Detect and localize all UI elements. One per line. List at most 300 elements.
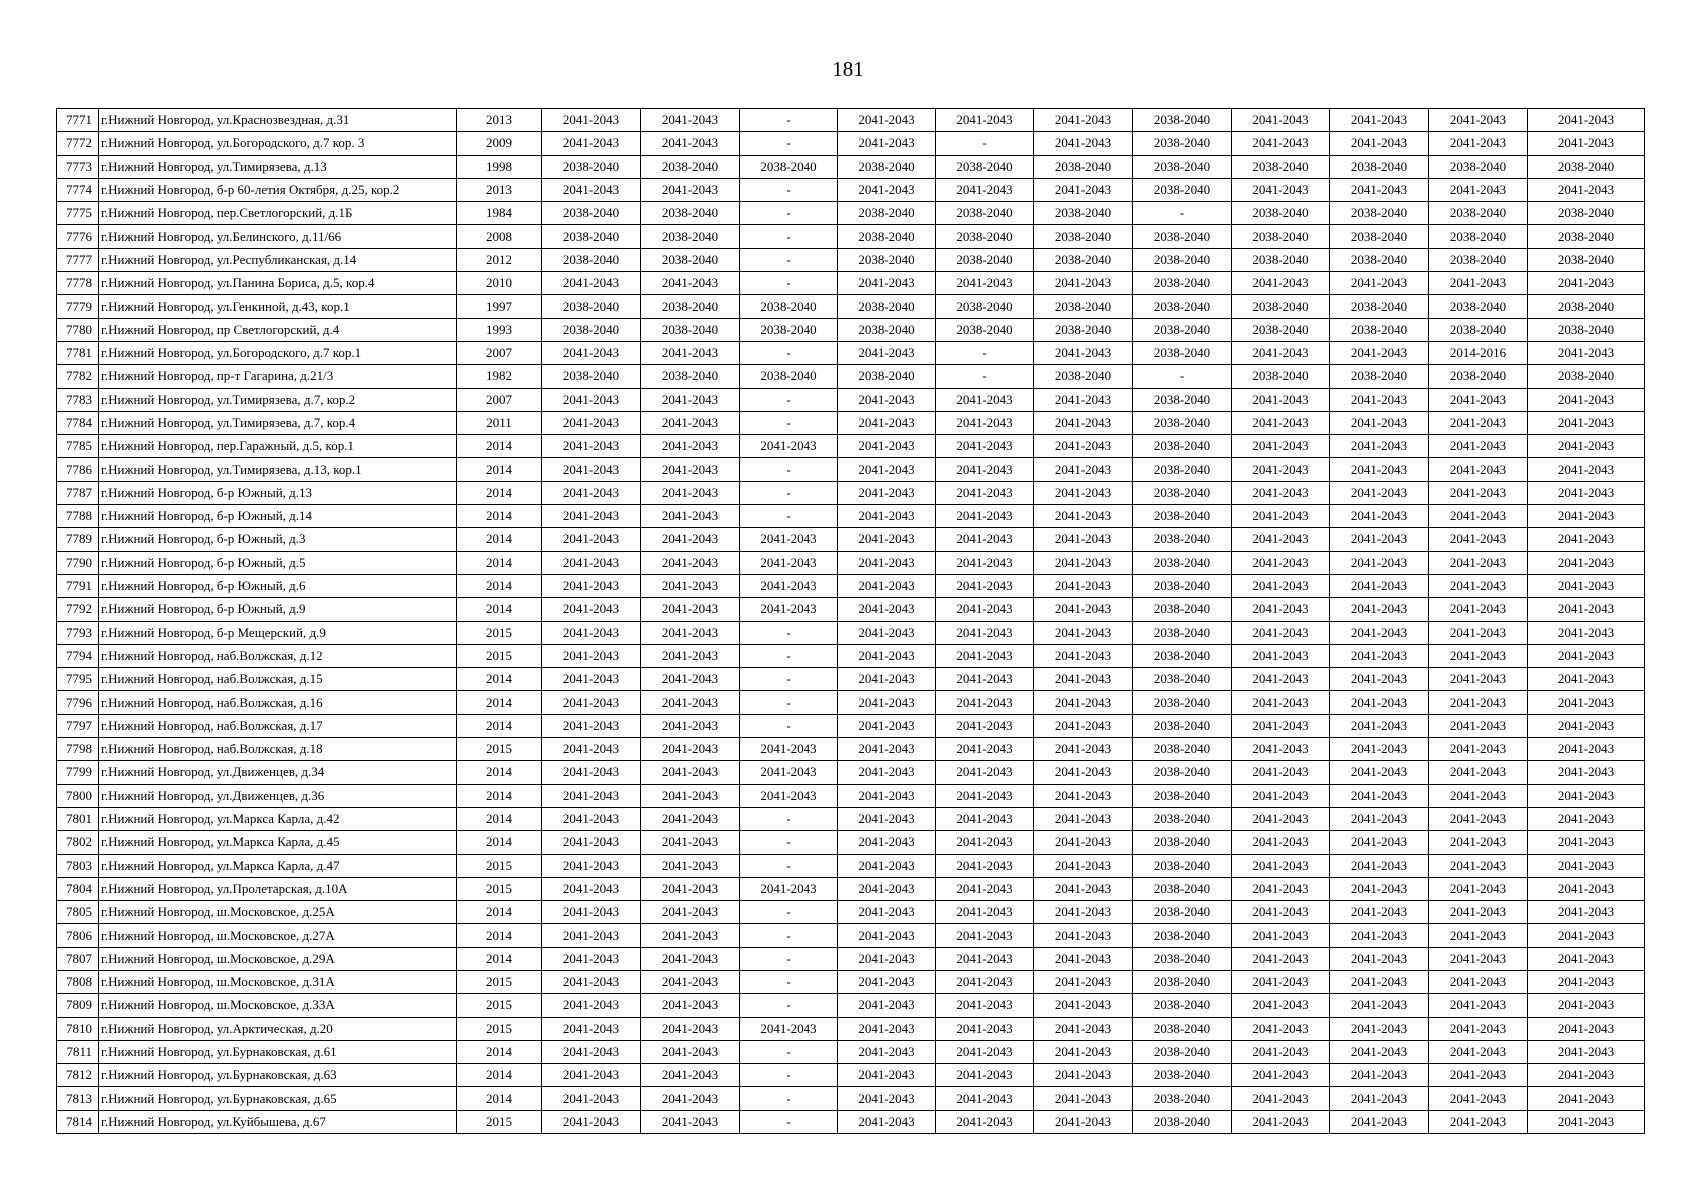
cell-col-12: 2041-2043 (1330, 1110, 1429, 1133)
cell-address: г.Нижний Новгород, б-р Южный, д.6 (99, 574, 457, 597)
cell-col-6: - (740, 691, 838, 714)
table-row (57, 411, 1645, 434)
cell-col-11: 2041-2043 (1232, 598, 1330, 621)
cell-col-12: 2041-2043 (1330, 924, 1429, 947)
cell-col-10: 2038-2040 (1133, 272, 1232, 295)
cell-col-10: 2038-2040 (1133, 738, 1232, 761)
cell-col-9: 2038-2040 (1034, 202, 1133, 225)
cell-col-9: 2041-2043 (1034, 854, 1133, 877)
cell-col-12: 2041-2043 (1330, 435, 1429, 458)
cell-col-5: 2041-2043 (641, 341, 740, 364)
cell-col-7: 2041-2043 (838, 761, 936, 784)
cell-year-built: 2014 (457, 761, 542, 784)
cell-row-number: 7781 (57, 341, 99, 364)
cell-col-14: 2041-2043 (1528, 458, 1645, 481)
cell-col-8: 2041-2043 (936, 644, 1034, 667)
cell-col-8: 2041-2043 (936, 528, 1034, 551)
table-row (57, 807, 1645, 830)
cell-year-built: 2015 (457, 877, 542, 900)
cell-address: г.Нижний Новгород, ул.Республиканская, д.14 (99, 248, 457, 271)
cell-col-10: 2038-2040 (1133, 668, 1232, 691)
cell-col-12: 2041-2043 (1330, 178, 1429, 201)
cell-col-13: 2041-2043 (1429, 970, 1528, 993)
cell-col-9: 2041-2043 (1034, 738, 1133, 761)
cell-col-11: 2041-2043 (1232, 341, 1330, 364)
cell-year-built: 2014 (457, 807, 542, 830)
cell-col-7: 2041-2043 (838, 505, 936, 528)
cell-col-6: - (740, 644, 838, 667)
cell-col-6: - (740, 132, 838, 155)
cell-col-11: 2041-2043 (1232, 1087, 1330, 1110)
table-row (57, 202, 1645, 225)
cell-col-9: 2038-2040 (1034, 318, 1133, 341)
cell-col-7: 2041-2043 (838, 807, 936, 830)
cell-col-13: 2041-2043 (1429, 668, 1528, 691)
cell-year-built: 1993 (457, 318, 542, 341)
cell-address: г.Нижний Новгород, наб.Волжская, д.17 (99, 714, 457, 737)
cell-col-9: 2041-2043 (1034, 109, 1133, 132)
cell-col-13: 2041-2043 (1429, 738, 1528, 761)
cell-col-7: 2038-2040 (838, 318, 936, 341)
cell-col-6: - (740, 341, 838, 364)
cell-col-8: 2041-2043 (936, 784, 1034, 807)
cell-col-10: 2038-2040 (1133, 877, 1232, 900)
cell-col-14: 2041-2043 (1528, 388, 1645, 411)
cell-col-4: 2041-2043 (542, 970, 641, 993)
cell-col-12: 2038-2040 (1330, 318, 1429, 341)
cell-col-9: 2038-2040 (1034, 225, 1133, 248)
cell-col-14: 2041-2043 (1528, 784, 1645, 807)
cell-col-4: 2038-2040 (542, 248, 641, 271)
cell-col-6: 2041-2043 (740, 761, 838, 784)
cell-col-6: - (740, 109, 838, 132)
cell-col-13: 2038-2040 (1429, 202, 1528, 225)
cell-col-4: 2041-2043 (542, 877, 641, 900)
cell-col-10: 2038-2040 (1133, 807, 1232, 830)
cell-col-12: 2041-2043 (1330, 411, 1429, 434)
cell-col-5: 2041-2043 (641, 481, 740, 504)
cell-row-number: 7777 (57, 248, 99, 271)
cell-col-12: 2038-2040 (1330, 365, 1429, 388)
cell-col-10: 2038-2040 (1133, 1087, 1232, 1110)
cell-address: г.Нижний Новгород, пер.Гаражный, д.5, кор.1 (99, 435, 457, 458)
cell-year-built: 2015 (457, 854, 542, 877)
cell-col-11: 2041-2043 (1232, 714, 1330, 737)
cell-col-5: 2041-2043 (641, 644, 740, 667)
table-row (57, 574, 1645, 597)
cell-col-13: 2041-2043 (1429, 458, 1528, 481)
cell-col-6: 2038-2040 (740, 365, 838, 388)
cell-col-10: 2038-2040 (1133, 947, 1232, 970)
cell-address: г.Нижний Новгород, ш.Московское, д.25А (99, 901, 457, 924)
cell-col-6: - (740, 1064, 838, 1087)
cell-row-number: 7774 (57, 178, 99, 201)
cell-row-number: 7811 (57, 1040, 99, 1063)
cell-col-12: 2041-2043 (1330, 691, 1429, 714)
table-row (57, 1040, 1645, 1063)
cell-col-4: 2038-2040 (542, 202, 641, 225)
cell-col-7: 2041-2043 (838, 132, 936, 155)
cell-col-6: - (740, 901, 838, 924)
table-row (57, 272, 1645, 295)
cell-col-11: 2041-2043 (1232, 272, 1330, 295)
cell-col-13: 2038-2040 (1429, 225, 1528, 248)
cell-col-14: 2041-2043 (1528, 691, 1645, 714)
cell-col-13: 2041-2043 (1429, 528, 1528, 551)
cell-col-13: 2041-2043 (1429, 551, 1528, 574)
cell-col-8: 2041-2043 (936, 877, 1034, 900)
cell-col-13: 2041-2043 (1429, 644, 1528, 667)
cell-col-4: 2041-2043 (542, 505, 641, 528)
cell-col-5: 2041-2043 (641, 109, 740, 132)
cell-col-11: 2041-2043 (1232, 1110, 1330, 1133)
table-body (57, 109, 1645, 1134)
cell-year-built: 2015 (457, 621, 542, 644)
cell-col-4: 2041-2043 (542, 178, 641, 201)
cell-year-built: 2015 (457, 738, 542, 761)
cell-col-6: - (740, 178, 838, 201)
cell-address: г.Нижний Новгород, ул.Маркса Карла, д.45 (99, 831, 457, 854)
cell-row-number: 7787 (57, 481, 99, 504)
cell-col-11: 2041-2043 (1232, 994, 1330, 1017)
cell-col-5: 2041-2043 (641, 178, 740, 201)
cell-col-11: 2038-2040 (1232, 318, 1330, 341)
cell-col-10: 2038-2040 (1133, 528, 1232, 551)
cell-col-4: 2041-2043 (542, 341, 641, 364)
cell-col-14: 2041-2043 (1528, 924, 1645, 947)
table-row (57, 924, 1645, 947)
cell-col-11: 2041-2043 (1232, 668, 1330, 691)
cell-col-5: 2041-2043 (641, 761, 740, 784)
cell-col-11: 2041-2043 (1232, 1040, 1330, 1063)
cell-col-8: 2041-2043 (936, 668, 1034, 691)
cell-col-5: 2041-2043 (641, 738, 740, 761)
cell-col-10: - (1133, 202, 1232, 225)
table-row (57, 341, 1645, 364)
cell-col-10: 2038-2040 (1133, 901, 1232, 924)
cell-col-6: - (740, 1040, 838, 1063)
cell-col-4: 2041-2043 (542, 1087, 641, 1110)
cell-col-5: 2041-2043 (641, 877, 740, 900)
cell-col-9: 2041-2043 (1034, 970, 1133, 993)
cell-col-10: 2038-2040 (1133, 458, 1232, 481)
cell-col-9: 2041-2043 (1034, 644, 1133, 667)
cell-col-8: 2041-2043 (936, 924, 1034, 947)
table-row (57, 505, 1645, 528)
cell-row-number: 7807 (57, 947, 99, 970)
cell-col-11: 2041-2043 (1232, 1064, 1330, 1087)
cell-year-built: 2008 (457, 225, 542, 248)
cell-col-13: 2041-2043 (1429, 574, 1528, 597)
cell-col-10: 2038-2040 (1133, 109, 1232, 132)
cell-row-number: 7782 (57, 365, 99, 388)
cell-col-6: - (740, 854, 838, 877)
cell-address: г.Нижний Новгород, ул.Краснозвездная, д.31 (99, 109, 457, 132)
cell-col-6: - (740, 272, 838, 295)
cell-col-8: 2038-2040 (936, 318, 1034, 341)
cell-col-11: 2041-2043 (1232, 574, 1330, 597)
cell-col-4: 2041-2043 (542, 528, 641, 551)
table-row (57, 1017, 1645, 1040)
cell-row-number: 7794 (57, 644, 99, 667)
cell-col-9: 2041-2043 (1034, 272, 1133, 295)
cell-col-14: 2041-2043 (1528, 621, 1645, 644)
cell-address: г.Нижний Новгород, ш.Московское, д.27А (99, 924, 457, 947)
cell-col-9: 2041-2043 (1034, 132, 1133, 155)
cell-col-14: 2041-2043 (1528, 435, 1645, 458)
cell-col-12: 2041-2043 (1330, 272, 1429, 295)
cell-address: г.Нижний Новгород, б-р Южный, д.3 (99, 528, 457, 551)
cell-year-built: 2014 (457, 505, 542, 528)
cell-col-14: 2038-2040 (1528, 202, 1645, 225)
cell-col-13: 2041-2043 (1429, 132, 1528, 155)
cell-col-8: 2041-2043 (936, 854, 1034, 877)
cell-year-built: 2014 (457, 481, 542, 504)
cell-row-number: 7814 (57, 1110, 99, 1133)
cell-col-8: 2041-2043 (936, 551, 1034, 574)
cell-col-14: 2041-2043 (1528, 411, 1645, 434)
cell-address: г.Нижний Новгород, ул.Тимирязева, д.7, кор.4 (99, 411, 457, 434)
cell-row-number: 7793 (57, 621, 99, 644)
cell-col-10: 2038-2040 (1133, 435, 1232, 458)
cell-col-7: 2041-2043 (838, 924, 936, 947)
cell-col-10: 2038-2040 (1133, 178, 1232, 201)
cell-col-7: 2038-2040 (838, 202, 936, 225)
cell-row-number: 7778 (57, 272, 99, 295)
cell-col-8: 2038-2040 (936, 155, 1034, 178)
cell-year-built: 2014 (457, 528, 542, 551)
cell-address: г.Нижний Новгород, наб.Волжская, д.18 (99, 738, 457, 761)
cell-col-10: 2038-2040 (1133, 761, 1232, 784)
cell-col-9: 2038-2040 (1034, 295, 1133, 318)
cell-col-8: 2041-2043 (936, 1087, 1034, 1110)
cell-col-5: 2041-2043 (641, 574, 740, 597)
cell-col-7: 2041-2043 (838, 831, 936, 854)
cell-col-7: 2038-2040 (838, 248, 936, 271)
cell-col-5: 2038-2040 (641, 295, 740, 318)
cell-col-10: 2038-2040 (1133, 225, 1232, 248)
cell-col-10: 2038-2040 (1133, 714, 1232, 737)
cell-col-10: 2038-2040 (1133, 505, 1232, 528)
cell-col-12: 2041-2043 (1330, 761, 1429, 784)
cell-row-number: 7780 (57, 318, 99, 341)
cell-col-12: 2041-2043 (1330, 901, 1429, 924)
cell-row-number: 7789 (57, 528, 99, 551)
table-row (57, 994, 1645, 1017)
cell-col-8: 2038-2040 (936, 202, 1034, 225)
cell-col-5: 2041-2043 (641, 411, 740, 434)
cell-row-number: 7808 (57, 970, 99, 993)
cell-col-4: 2041-2043 (542, 272, 641, 295)
cell-col-14: 2041-2043 (1528, 1064, 1645, 1087)
cell-col-14: 2041-2043 (1528, 970, 1645, 993)
cell-col-10: 2038-2040 (1133, 644, 1232, 667)
cell-col-7: 2041-2043 (838, 528, 936, 551)
cell-address: г.Нижний Новгород, б-р 60-летия Октября, д.25, кор.2 (99, 178, 457, 201)
cell-col-4: 2041-2043 (542, 1110, 641, 1133)
cell-row-number: 7775 (57, 202, 99, 225)
cell-address: г.Нижний Новгород, ш.Московское, д.33А (99, 994, 457, 1017)
cell-col-11: 2041-2043 (1232, 132, 1330, 155)
cell-col-14: 2038-2040 (1528, 155, 1645, 178)
cell-col-14: 2041-2043 (1528, 644, 1645, 667)
cell-col-13: 2041-2043 (1429, 435, 1528, 458)
cell-col-12: 2041-2043 (1330, 714, 1429, 737)
cell-col-13: 2041-2043 (1429, 901, 1528, 924)
cell-col-5: 2041-2043 (641, 505, 740, 528)
cell-col-7: 2038-2040 (838, 225, 936, 248)
cell-col-13: 2041-2043 (1429, 784, 1528, 807)
cell-col-4: 2041-2043 (542, 1017, 641, 1040)
cell-col-11: 2041-2043 (1232, 924, 1330, 947)
cell-col-9: 2041-2043 (1034, 341, 1133, 364)
cell-col-12: 2041-2043 (1330, 1017, 1429, 1040)
cell-col-7: 2041-2043 (838, 1064, 936, 1087)
cell-col-8: 2041-2043 (936, 947, 1034, 970)
cell-col-13: 2038-2040 (1429, 365, 1528, 388)
cell-col-7: 2041-2043 (838, 1110, 936, 1133)
cell-col-12: 2041-2043 (1330, 1040, 1429, 1063)
cell-col-8: 2041-2043 (936, 831, 1034, 854)
cell-row-number: 7788 (57, 505, 99, 528)
table-row (57, 109, 1645, 132)
cell-col-12: 2041-2043 (1330, 598, 1429, 621)
cell-col-10: 2038-2040 (1133, 598, 1232, 621)
cell-col-13: 2041-2043 (1429, 994, 1528, 1017)
cell-year-built: 2014 (457, 1087, 542, 1110)
cell-col-4: 2041-2043 (542, 388, 641, 411)
cell-row-number: 7801 (57, 807, 99, 830)
cell-col-5: 2038-2040 (641, 248, 740, 271)
cell-col-14: 2041-2043 (1528, 831, 1645, 854)
cell-row-number: 7784 (57, 411, 99, 434)
cell-col-12: 2041-2043 (1330, 784, 1429, 807)
cell-address: г.Нижний Новгород, ул.Куйбышева, д.67 (99, 1110, 457, 1133)
cell-year-built: 2015 (457, 970, 542, 993)
cell-col-6: - (740, 505, 838, 528)
cell-col-9: 2041-2043 (1034, 1017, 1133, 1040)
cell-col-12: 2041-2043 (1330, 551, 1429, 574)
cell-col-8: 2041-2043 (936, 178, 1034, 201)
cell-col-10: 2038-2040 (1133, 854, 1232, 877)
table-row (57, 551, 1645, 574)
cell-col-7: 2038-2040 (838, 365, 936, 388)
cell-col-10: 2038-2040 (1133, 784, 1232, 807)
cell-col-4: 2041-2043 (542, 458, 641, 481)
cell-col-14: 2041-2043 (1528, 807, 1645, 830)
cell-col-12: 2041-2043 (1330, 574, 1429, 597)
cell-col-13: 2038-2040 (1429, 155, 1528, 178)
cell-col-14: 2041-2043 (1528, 1040, 1645, 1063)
cell-col-12: 2041-2043 (1330, 528, 1429, 551)
cell-col-9: 2041-2043 (1034, 994, 1133, 1017)
cell-col-13: 2041-2043 (1429, 761, 1528, 784)
repair-schedule-table (56, 108, 1645, 1134)
cell-address: г.Нижний Новгород, пр Светлогорский, д.4 (99, 318, 457, 341)
cell-col-14: 2041-2043 (1528, 505, 1645, 528)
cell-year-built: 2015 (457, 994, 542, 1017)
cell-col-10: 2038-2040 (1133, 924, 1232, 947)
cell-col-5: 2041-2043 (641, 691, 740, 714)
cell-col-7: 2038-2040 (838, 295, 936, 318)
cell-col-12: 2041-2043 (1330, 947, 1429, 970)
cell-col-4: 2041-2043 (542, 901, 641, 924)
cell-col-7: 2041-2043 (838, 178, 936, 201)
cell-col-8: 2038-2040 (936, 295, 1034, 318)
cell-col-10: 2038-2040 (1133, 994, 1232, 1017)
cell-col-9: 2041-2043 (1034, 714, 1133, 737)
cell-col-5: 2041-2043 (641, 1064, 740, 1087)
cell-col-14: 2038-2040 (1528, 318, 1645, 341)
cell-col-12: 2041-2043 (1330, 1087, 1429, 1110)
cell-col-7: 2041-2043 (838, 435, 936, 458)
cell-col-8: 2041-2043 (936, 411, 1034, 434)
cell-col-4: 2041-2043 (542, 947, 641, 970)
cell-address: г.Нижний Новгород, б-р Южный, д.13 (99, 481, 457, 504)
cell-col-11: 2041-2043 (1232, 411, 1330, 434)
cell-row-number: 7791 (57, 574, 99, 597)
cell-col-6: 2041-2043 (740, 528, 838, 551)
cell-col-12: 2041-2043 (1330, 481, 1429, 504)
cell-col-11: 2038-2040 (1232, 248, 1330, 271)
cell-col-10: 2038-2040 (1133, 318, 1232, 341)
table-row (57, 318, 1645, 341)
cell-col-12: 2041-2043 (1330, 505, 1429, 528)
cell-col-9: 2041-2043 (1034, 621, 1133, 644)
cell-col-14: 2041-2043 (1528, 132, 1645, 155)
cell-row-number: 7810 (57, 1017, 99, 1040)
cell-col-8: 2041-2043 (936, 1017, 1034, 1040)
table-row (57, 970, 1645, 993)
cell-address: г.Нижний Новгород, б-р Южный, д.5 (99, 551, 457, 574)
cell-col-7: 2041-2043 (838, 877, 936, 900)
cell-year-built: 2014 (457, 1064, 542, 1087)
cell-col-9: 2041-2043 (1034, 947, 1133, 970)
cell-col-9: 2041-2043 (1034, 411, 1133, 434)
cell-col-5: 2041-2043 (641, 598, 740, 621)
cell-col-9: 2041-2043 (1034, 691, 1133, 714)
cell-row-number: 7773 (57, 155, 99, 178)
cell-col-9: 2041-2043 (1034, 458, 1133, 481)
cell-col-4: 2041-2043 (542, 924, 641, 947)
cell-col-5: 2041-2043 (641, 458, 740, 481)
cell-col-10: 2038-2040 (1133, 248, 1232, 271)
table-row (57, 901, 1645, 924)
cell-col-5: 2041-2043 (641, 621, 740, 644)
cell-col-4: 2041-2043 (542, 1064, 641, 1087)
cell-col-13: 2041-2043 (1429, 109, 1528, 132)
cell-col-8: 2041-2043 (936, 1040, 1034, 1063)
cell-col-12: 2041-2043 (1330, 341, 1429, 364)
cell-col-5: 2041-2043 (641, 784, 740, 807)
cell-address: г.Нижний Новгород, б-р Южный, д.9 (99, 598, 457, 621)
table-row (57, 644, 1645, 667)
cell-year-built: 2007 (457, 341, 542, 364)
cell-col-10: 2038-2040 (1133, 970, 1232, 993)
table-row (57, 877, 1645, 900)
cell-year-built: 2010 (457, 272, 542, 295)
cell-year-built: 2014 (457, 784, 542, 807)
cell-address: г.Нижний Новгород, наб.Волжская, д.15 (99, 668, 457, 691)
cell-col-12: 2041-2043 (1330, 621, 1429, 644)
cell-address: г.Нижний Новгород, ул.Панина Бориса, д.5, кор.4 (99, 272, 457, 295)
cell-col-11: 2041-2043 (1232, 388, 1330, 411)
cell-col-14: 2041-2043 (1528, 481, 1645, 504)
cell-col-11: 2041-2043 (1232, 831, 1330, 854)
cell-col-11: 2041-2043 (1232, 1017, 1330, 1040)
cell-col-6: 2041-2043 (740, 877, 838, 900)
cell-col-13: 2041-2043 (1429, 621, 1528, 644)
